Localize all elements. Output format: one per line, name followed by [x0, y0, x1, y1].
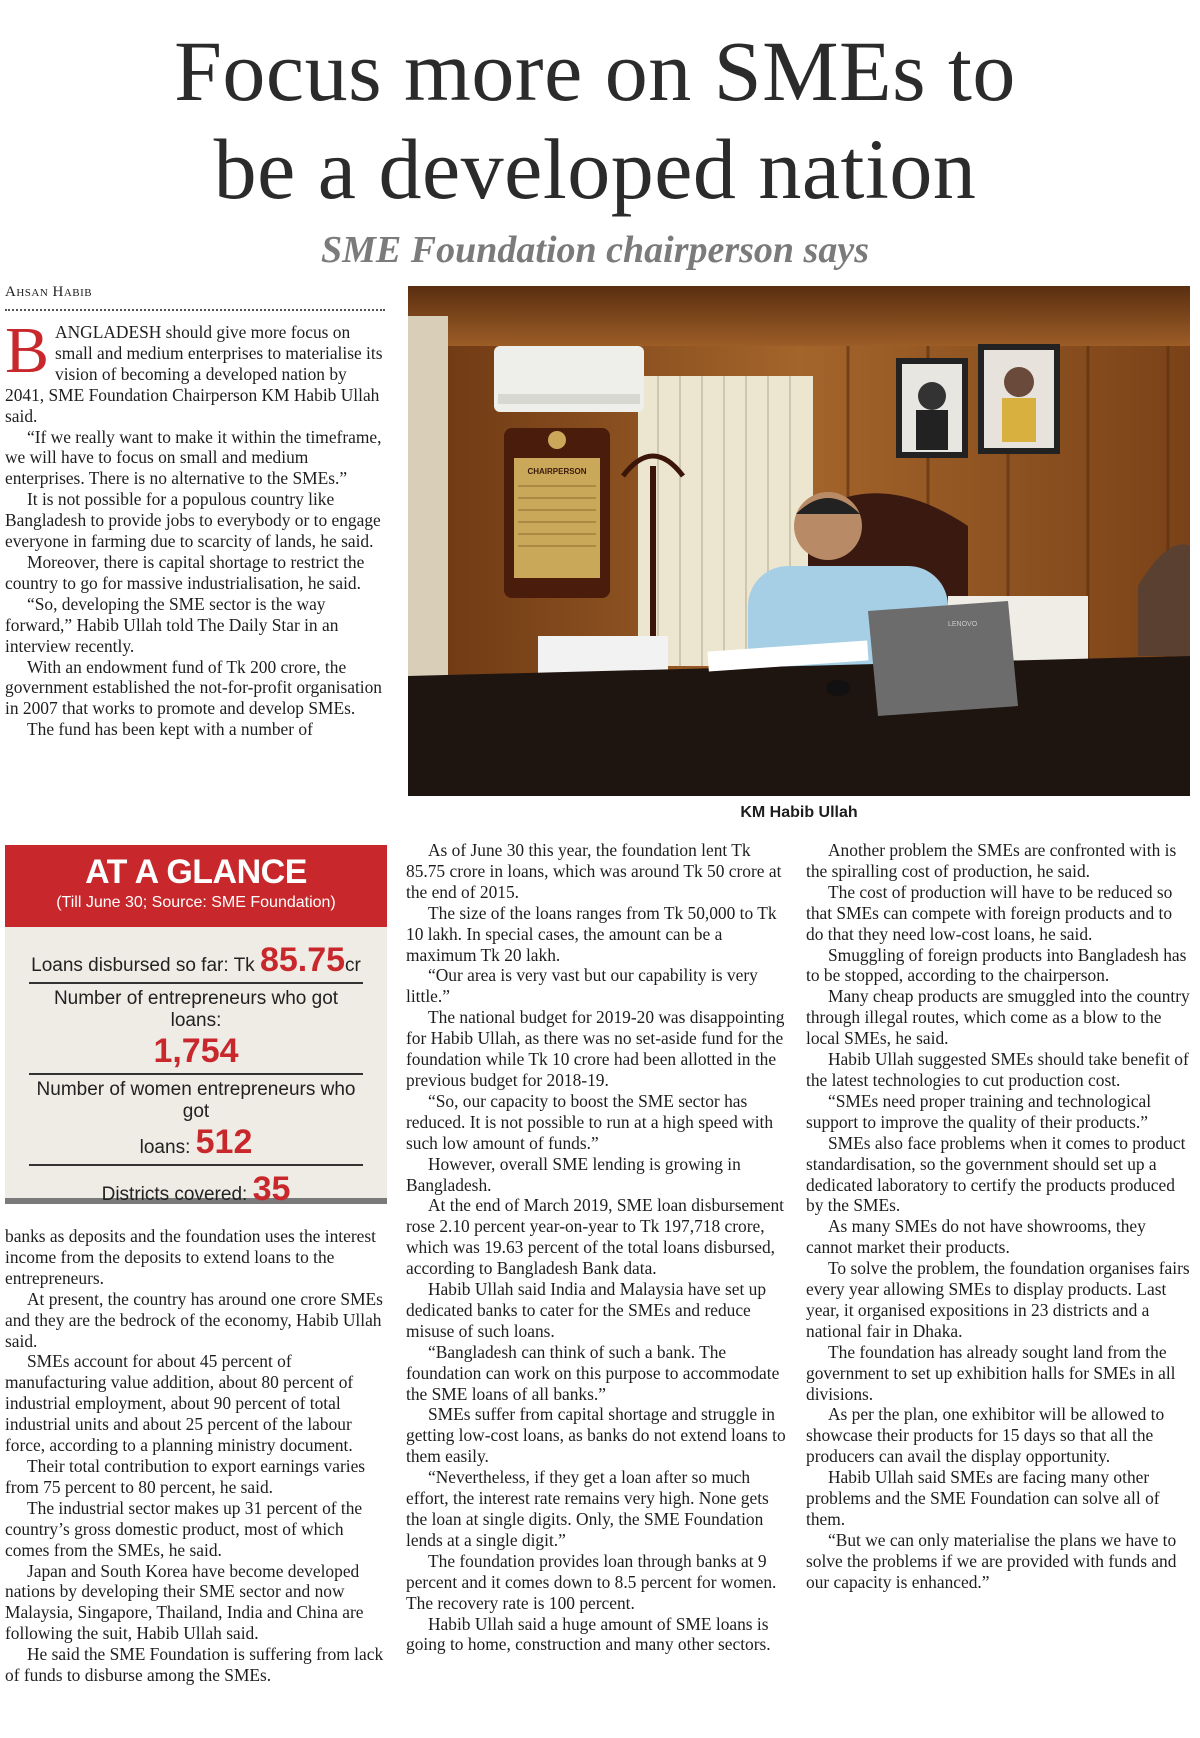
women-value: 512 — [195, 1123, 253, 1161]
paragraph: Japan and South Korea have become developed nations by developing their SME sector and now Malaysia, Singapore, Thailand, India and China are following the suit, Habib Ullah said. — [5, 1560, 364, 1644]
paragraph: “SMEs need proper training and technological support to improve the quality of their products.” — [806, 1090, 1152, 1132]
lead-paragraph: BANGLADESH should give more focus on small and medium enterprises to materialise its vision of becoming a developed nation by 2041, SME Foundation Chairperson KM Habib Ullah said. — [5, 314, 383, 426]
at-a-glance-header — [5, 845, 387, 927]
stat-women-entrepreneurs: Number of women entrepreneurs who got loans: 512 — [29, 1075, 363, 1166]
paragraph: The foundation provides loan through banks at 9 percent and it comes down to 8.5 percent for women. The recovery rate is 100 percent. — [406, 1550, 777, 1613]
paragraph: He said the SME Foundation is suffering from lack of funds to disburse among the SMEs. — [5, 1644, 384, 1686]
paragraph: “So, our capacity to boost the SME sector has reduced. It is not possible to run at a high speed with such low amount of funds.” — [406, 1090, 774, 1153]
paragraph: SMEs suffer from capital shortage and struggle in getting low-cost loans, as banks do not extend loans to them easily. — [406, 1404, 786, 1467]
column-3 — [806, 840, 1192, 1593]
paragraph: The foundation has already sought land from the government to set up exhibition halls for SMEs in all divisions. — [806, 1341, 1176, 1404]
headline-line-2: be a developed nation — [213, 121, 977, 217]
paragraph: Habib Ullah suggested SMEs should take benefit of the latest technologies to cut production cost. — [806, 1049, 1189, 1090]
paragraph: As many SMEs do not have showrooms, they cannot market their products. — [806, 1216, 1146, 1258]
paragraph: banks as deposits and the foundation uses the interest income from the deposits to extend loans to the entrepreneurs. — [5, 1226, 376, 1288]
column-1-bottom — [5, 1226, 387, 1686]
paragraph: With an endowment fund of Tk 200 crore, the government established the not-for-profit organisation in 2007 that works to promote and develop SMEs. — [5, 656, 382, 719]
paragraph: Smuggling of foreign products into Bangladesh has to be stopped, according to the chairperson. — [806, 944, 1187, 986]
paragraph: The national budget for 2019-20 was disappointing for Habib Ullah, as there was no set-aside fund for the foundation while Tk 10 crore had been allotted in the previous budget for 2018-19. — [406, 1007, 785, 1090]
subheadline: SME Foundation chairperson says — [321, 229, 869, 271]
paragraph: The cost of production will have to be reduced so that SMEs can compete with foreign products and to do that they need low-cost loans, he said. — [806, 881, 1173, 944]
paragraph: It is not possible for a populous country like Bangladesh to provide jobs to everybody or to engage everyone in farming due to scarcity of lands, he said. — [5, 489, 381, 552]
paragraph: “Nevertheless, if they get a loan after so much effort, the interest rate remains very high. None gets the loan at single digits. Only, the SME Foundation lends at a single digit.” — [406, 1467, 769, 1550]
column-1-top — [5, 314, 387, 740]
paragraph: Habib Ullah said a huge amount of SME loans is going to home, construction and many other sectors. — [406, 1613, 771, 1655]
at-a-glance-box — [5, 845, 387, 1208]
drop-cap: B — [5, 314, 50, 387]
paragraph: SMEs account for about 45 percent of manufacturing value addition, about 80 percent of industrial employment, about 90 percent of total industrial units and about 25 percent of the labour force, according to a planning ministry document. — [5, 1351, 354, 1456]
paragraph: Moreover, there is capital shortage to restrict the country to go for massive industrialisation, he said. — [5, 551, 365, 593]
districts-value: 35 — [252, 1170, 291, 1208]
paragraph: At present, the country has around one crore SMEs and they are the bedrock of the economy, Habib Ullah said. — [5, 1288, 383, 1351]
paragraph: Many cheap products are smuggled into the country through illegal routes, which come as a blow to the local SMEs, he said. — [806, 986, 1190, 1049]
stat-districts: Districts covered: 35 — [101, 1170, 291, 1208]
paragraph: The industrial sector makes up 31 percent of the country’s gross domestic product, most of which comes from the SMEs, he said. — [5, 1497, 363, 1560]
paragraph: Their total contribution to export earnings varies from 75 percent to 80 percent, he said. — [5, 1455, 366, 1497]
at-a-glance-source: (Till June 30; Source: SME Foundation) — [56, 894, 336, 911]
at-a-glance-title: AT A GLANCE — [85, 853, 307, 891]
paragraph: “Bangladesh can think of such a bank. The foundation can work on this purpose to accommodate the SME loans of all banks.” — [406, 1341, 780, 1404]
paragraph: Habib Ullah said India and Malaysia have set up dedicated banks to cater for the SMEs and reduce misuse of such loans. — [406, 1279, 767, 1341]
paragraph: “If we really want to make it within the timeframe, we will have to focus on small and medium enterprises. There is no alternative to the SMEs.” — [5, 426, 382, 489]
laptop-brand: LENOVO — [948, 621, 978, 628]
headline — [0, 22, 1190, 218]
loans-unit: cr — [345, 955, 361, 976]
paragraph: However, overall SME lending is growing in Bangladesh. — [406, 1153, 741, 1195]
paragraph: “But we can only materialise the plans we have to solve the problems if we are provided with funds and our capacity is enhanced.” — [806, 1529, 1177, 1592]
paragraph: As per the plan, one exhibitor will be allowed to showcase their products for 15 days so that all the producers can avail the display opportunity. — [806, 1404, 1165, 1467]
paragraph: At the end of March 2019, SME loan disbursement rose 2.10 percent year-on-year to Tk 197,718 crore, which was 19.63 percent of the total loans disbursed, according to Bangladesh Bank data. — [406, 1195, 784, 1279]
office-photo-illustration — [408, 286, 1190, 796]
headline-line-1: Focus more on SMEs to — [174, 23, 1016, 119]
paragraph: The fund has been kept with a number of — [27, 719, 313, 740]
loans-value: 85.75 — [259, 941, 346, 979]
paragraph: To solve the problem, the foundation organises fairs every year allowing SMEs to display products. Last year, it organised expositions in 23 districts and a national fair in Dhaka. — [806, 1258, 1190, 1341]
paragraph: Another problem the SMEs are confronted with is the spiralling cost of production, he said. — [806, 840, 1177, 881]
stat-entrepreneurs: Number of entrepreneurs who got loans: 1,754 — [29, 984, 363, 1075]
paragraph: “Our area is very vast but our capability is very little.” — [406, 965, 758, 1007]
paragraph: The size of the loans ranges from Tk 50,000 to Tk 10 lakh. In special cases, the amount can be a maximum Tk 20 lakh. — [406, 902, 777, 965]
entrepreneurs-value: 1,754 — [153, 1032, 239, 1070]
paragraph: Habib Ullah said SMEs are facing many other problems and the SME Foundation can solve all of them. — [806, 1467, 1160, 1529]
paragraph: “So, developing the SME sector is the way forward,” Habib Ullah told The Daily Star in an interview recently. — [5, 593, 339, 656]
byline: Ahsan Habib — [5, 284, 385, 311]
stat-loans-disbursed: Loans disbursed so far: Tk 85.75cr — [29, 941, 363, 984]
board-label: CHAIRPERSON — [527, 467, 587, 476]
paragraph: SMEs also face problems when it comes to product standardisation, so the government should set up a dedicated laboratory to certify the products produced by the SMEs. — [806, 1132, 1186, 1216]
column-2 — [406, 840, 790, 1655]
photo-caption: KM Habib Ullah — [740, 804, 858, 821]
paragraph: As of June 30 this year, the foundation lent Tk 85.75 crore in loans, which was around Tk 50 crore at the end of 2015. — [406, 840, 782, 902]
article-photo — [408, 286, 1190, 796]
